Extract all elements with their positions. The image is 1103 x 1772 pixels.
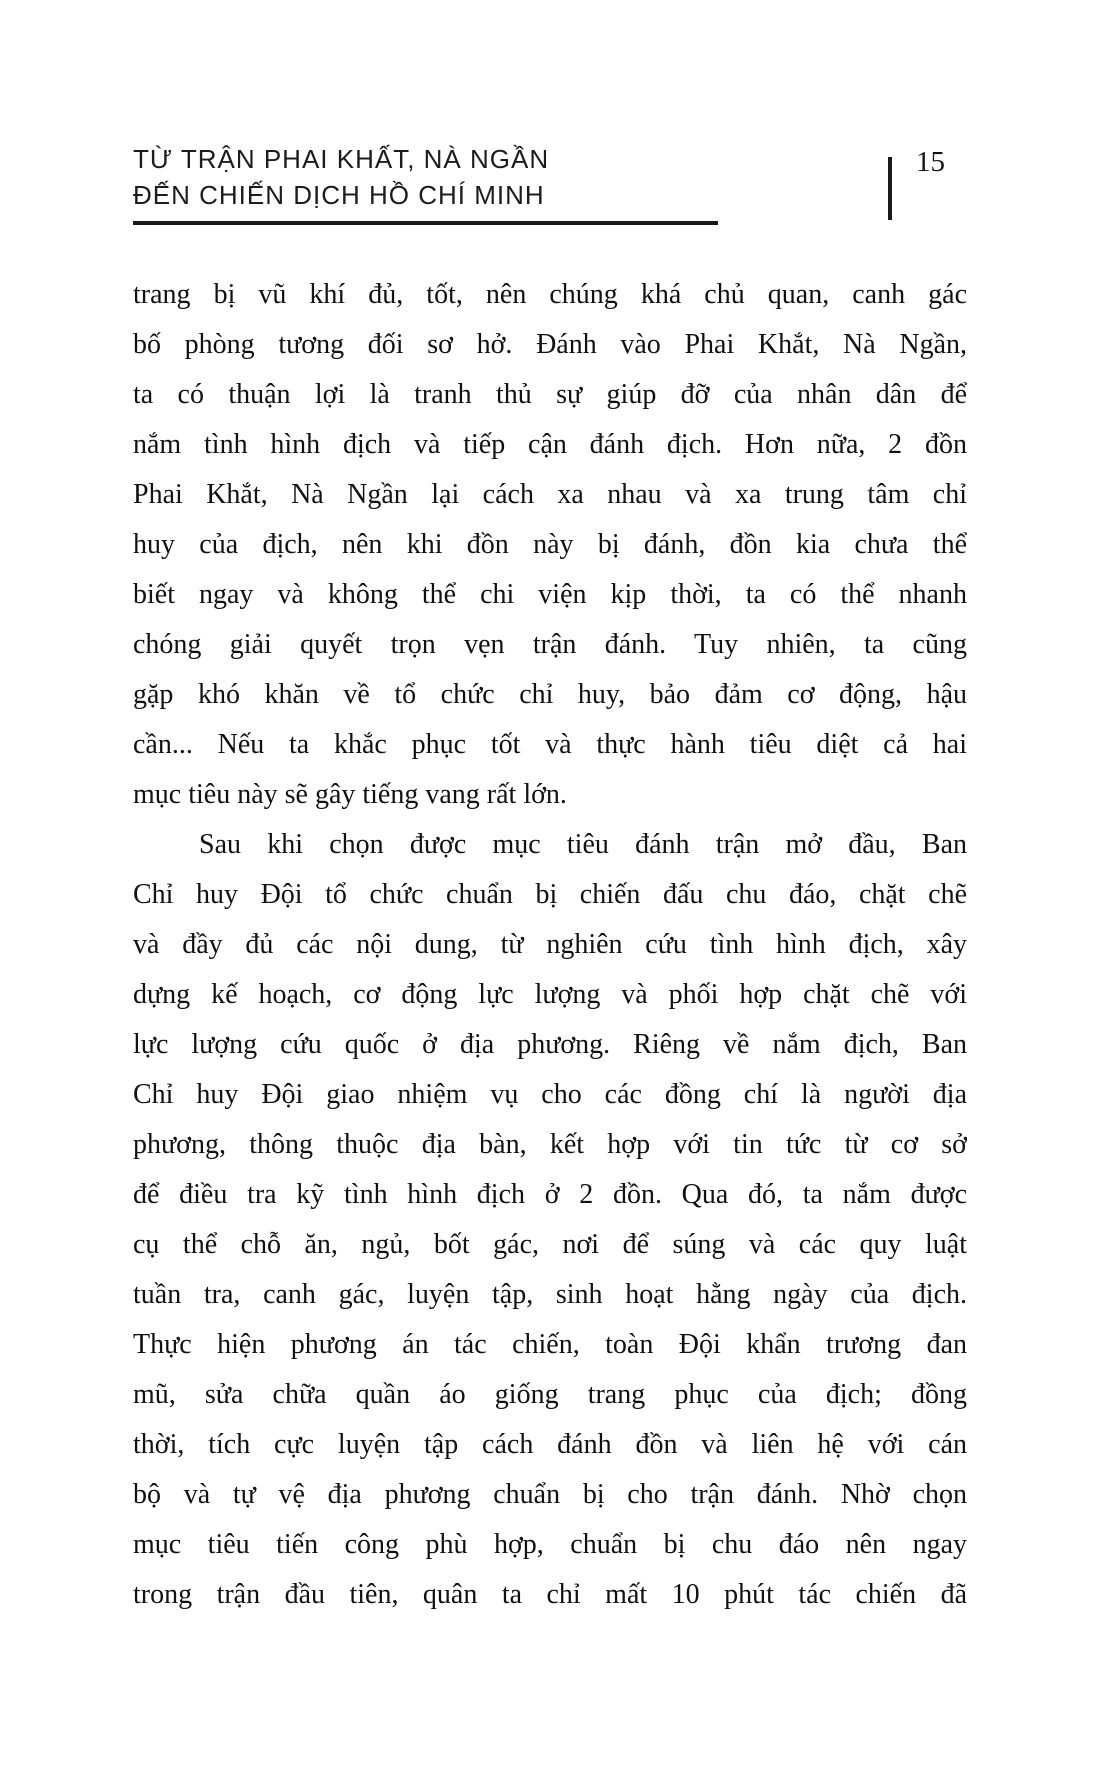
body-line: Chỉ huy Đội giao nhiệm vụ cho các đồng chí là người địa bbox=[133, 1079, 967, 1110]
body-line: và đầy đủ các nội dung, từ nghiên cứu tình hình địch, xây bbox=[133, 929, 967, 960]
header-rule bbox=[133, 221, 718, 225]
header-title-line2: ĐẾN CHIẾN DỊCH HỒ CHÍ MINH bbox=[133, 180, 545, 210]
body-line: Phai Khắt, Nà Ngần lại cách xa nhau và xa trung tâm chỉ bbox=[133, 479, 967, 510]
page-number: 15 bbox=[916, 146, 945, 178]
body-line: dựng kế hoạch, cơ động lực lượng và phối hợp chặt chẽ với bbox=[133, 979, 967, 1010]
body-line: phương, thông thuộc địa bàn, kết hợp với tin tức từ cơ sở bbox=[133, 1129, 967, 1160]
body-line: gặp khó khăn về tổ chức chỉ huy, bảo đảm cơ động, hậu bbox=[133, 679, 967, 710]
body-line: trang bị vũ khí đủ, tốt, nên chúng khá chủ quan, canh gác bbox=[133, 279, 967, 310]
header-titles bbox=[133, 141, 549, 213]
body-line: huy của địch, nên khi đồn này bị đánh, đồn kia chưa thể bbox=[133, 529, 967, 560]
body-line: Thực hiện phương án tác chiến, toàn Đội khẩn trương đan bbox=[133, 1329, 967, 1360]
body-line: bộ và tự vệ địa phương chuẩn bị cho trận đánh. Nhờ chọn bbox=[133, 1479, 967, 1510]
body-line: cụ thể chỗ ăn, ngủ, bốt gác, nơi để súng và các quy luật bbox=[133, 1229, 967, 1260]
body-line: lực lượng cứu quốc ở địa phương. Riêng về nắm địch, Ban bbox=[133, 1029, 967, 1060]
body-line: bố phòng tương đối sơ hở. Đánh vào Phai Khắt, Nà Ngần, bbox=[133, 329, 967, 360]
body-line: thời, tích cực luyện tập cách đánh đồn và liên hệ với cán bbox=[133, 1429, 967, 1460]
header-title-line1: TỪ TRẬN PHAI KHẤT, NÀ NGẦN bbox=[133, 144, 550, 174]
body-line: cần... Nếu ta khắc phục tốt và thực hành tiêu diệt cả hai bbox=[133, 729, 967, 760]
body-line: để điều tra kỹ tình hình địch ở 2 đồn. Qua đó, ta nắm được bbox=[133, 1179, 967, 1210]
body-line: tuần tra, canh gác, luyện tập, sinh hoạt hằng ngày của địch. bbox=[133, 1279, 967, 1310]
body-text bbox=[133, 270, 967, 1620]
body-line: Chỉ huy Đội tổ chức chuẩn bị chiến đấu chu đáo, chặt chẽ bbox=[133, 879, 967, 910]
body-line: chóng giải quyết trọn vẹn trận đánh. Tuy nhiên, ta cũng bbox=[133, 629, 967, 660]
body-line: ta có thuận lợi là tranh thủ sự giúp đỡ của nhân dân để bbox=[133, 379, 967, 410]
body-line: mục tiêu tiến công phù hợp, chuẩn bị chu đáo nên ngay bbox=[133, 1529, 967, 1560]
body-line: biết ngay và không thể chi viện kịp thời, ta có thể nhanh bbox=[133, 579, 967, 610]
body-line: Sau khi chọn được mục tiêu đánh trận mở đầu, Ban bbox=[199, 829, 967, 860]
body-line: mục tiêu này sẽ gây tiếng vang rất lớn. bbox=[133, 779, 567, 810]
body-line: nắm tình hình địch và tiếp cận đánh địch. Hơn nữa, 2 đồn bbox=[133, 429, 967, 460]
body-line: trong trận đầu tiên, quân ta chỉ mất 10 phút tác chiến đã bbox=[133, 1579, 967, 1610]
body-line: mũ, sửa chữa quần áo giống trang phục của địch; đồng bbox=[133, 1379, 967, 1410]
page-number-divider bbox=[888, 157, 892, 220]
